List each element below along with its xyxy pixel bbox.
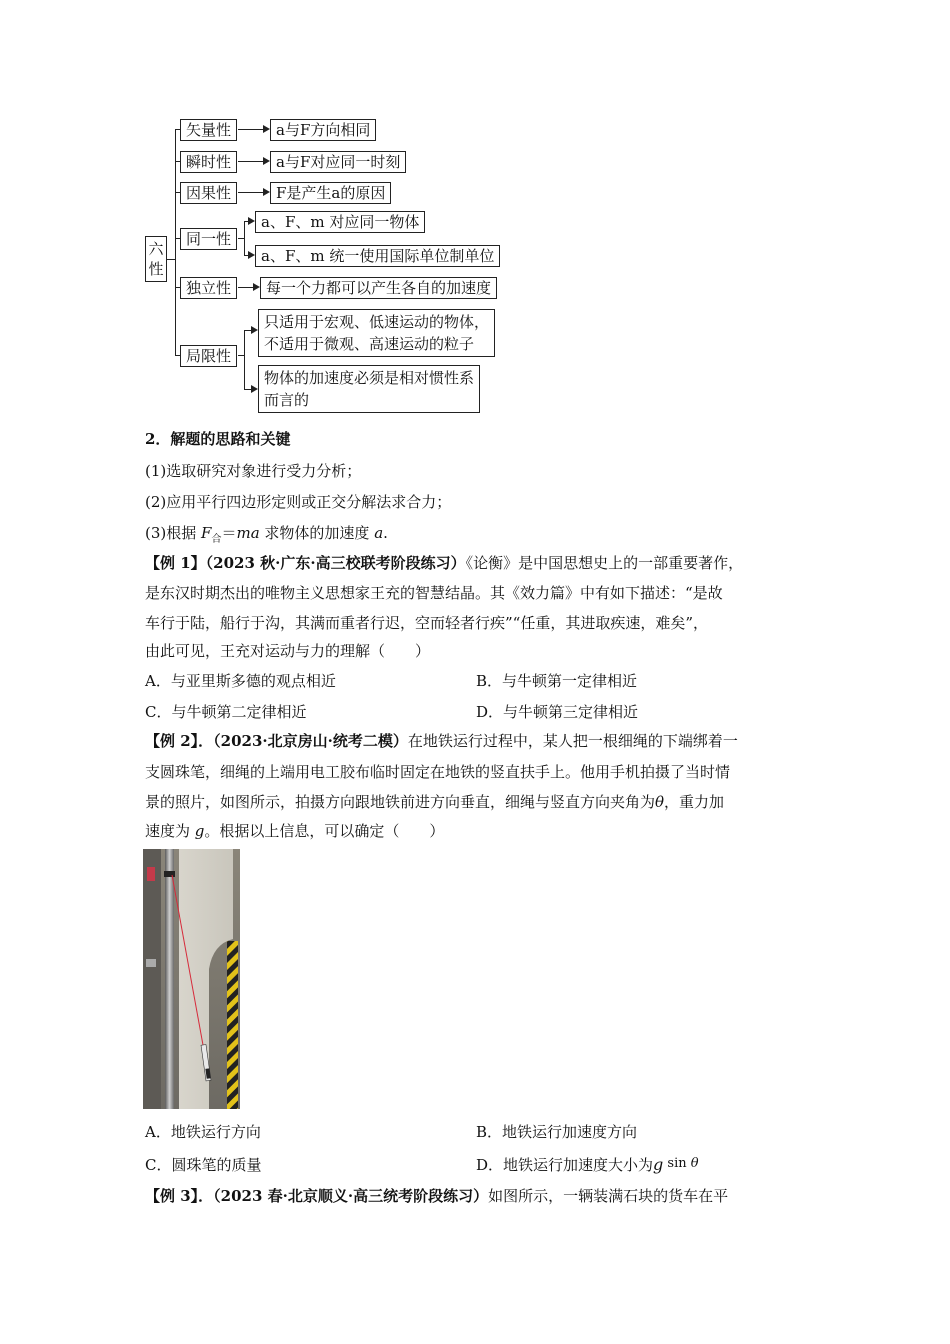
node-limitation: 局限性: [180, 345, 237, 367]
result-instant: a与F对应同一时刻: [270, 151, 406, 173]
result-identity-1: a、F、m 对应同一物体: [255, 211, 425, 233]
example-2-line4: 速度为 g。根据以上信息，可以确定（ ）: [145, 822, 445, 840]
example-2-line2: 支圆珠笔，细绳的上端用电工胶布临时固定在地铁的竖直扶手上。他用手机拍摄了当时情: [145, 763, 731, 781]
step-2: (2)应用平行四边形定则或正交分解法求合力；: [145, 493, 452, 511]
example-1-option-c[interactable]: C．与牛顿第二定律相近: [145, 703, 307, 721]
example-1-line1: 【例 1】（2023 秋·广东·高三校联考阶段练习）《论衡》是中国思想史上的一部重要著作，: [145, 554, 744, 572]
result-vector: a与F方向相同: [270, 119, 376, 141]
example-2-option-a[interactable]: A．地铁运行方向: [145, 1123, 261, 1141]
example-2-option-c[interactable]: C．圆珠笔的质量: [145, 1156, 262, 1174]
node-vector: 矢量性: [180, 119, 237, 141]
example-1-line3: 车行于陆，船行于沟，其满而重者行迟，空而轻者行疾”“任重，其进取疾速，难矣”，: [145, 614, 709, 632]
step-3: (3)根据 $F_合=ma$ 求物体的加速度 a.: [145, 524, 388, 545]
example-1-option-a[interactable]: A．与亚里斯多德的观点相近: [145, 672, 336, 690]
example-2-option-d[interactable]: D．地铁运行加速度大小为g sin θ: [476, 1155, 699, 1174]
result-limitation-1-line2: 不适用于微观、高速运动的粒子: [264, 335, 475, 353]
example-1-tag: 【例 1】（2023 秋·广东·高三校联考阶段练习）: [145, 554, 466, 572]
example-1-line2: 是东汉时期杰出的唯物主义思想家王充的智慧结晶。其《效力篇》中有如下描述：“是故: [145, 584, 723, 602]
result-limitation-2: [258, 365, 480, 413]
result-limitation-2-line1: 物体的加速度必须是相对惯性系: [264, 369, 475, 387]
example-1-option-b[interactable]: B．与牛顿第一定律相近: [476, 672, 638, 690]
example-1-option-d[interactable]: D．与牛顿第三定律相近: [476, 703, 639, 721]
result-causal: F是产生a的原因: [270, 182, 391, 204]
example-3-line1: 【例 3】．（2023 春·北京顺义·高三统考阶段练习）如图所示，一辆装满石块的货车在平: [145, 1187, 729, 1205]
example-2-line3: 景的照片，如图所示，拍摄方向跟地铁前进方向垂直，细绳与竖直方向夹角为θ，重力加: [145, 793, 725, 811]
example-3-tag: 【例 3】．（2023 春·北京顺义·高三统考阶段练习）: [145, 1187, 489, 1205]
subway-pendulum-photo: [143, 849, 240, 1109]
result-limitation-1-line1: 只适用于宏观、低速运动的物体，: [264, 313, 490, 331]
example-2-option-b[interactable]: B．地铁运行加速度方向: [476, 1123, 638, 1141]
diagram-root: 六性: [145, 236, 167, 282]
section-heading: 2．解题的思路和关键: [145, 430, 291, 448]
node-identity: 同一性: [180, 228, 237, 250]
result-identity-2: a、F、m 统一使用国际单位制单位: [255, 245, 500, 267]
example-2-tag: 【例 2】．（2023·北京房山·统考二模）: [145, 732, 408, 750]
result-independent: 每一个力都可以产生各自的加速度: [260, 277, 497, 299]
example-2-line1: 【例 2】．（2023·北京房山·统考二模）在地铁运行过程中，某人把一根细绳的下端绑着一: [145, 732, 738, 750]
example-1-line4: 由此可见，王充对运动与力的理解（ ）: [145, 642, 431, 660]
node-causal: 因果性: [180, 182, 237, 204]
result-limitation-2-line2: 而言的: [264, 391, 310, 409]
node-instant: 瞬时性: [180, 151, 237, 173]
step-1: (1)选取研究对象进行受力分析；: [145, 462, 362, 480]
node-independent: 独立性: [180, 277, 237, 299]
result-limitation-1: [258, 309, 495, 357]
